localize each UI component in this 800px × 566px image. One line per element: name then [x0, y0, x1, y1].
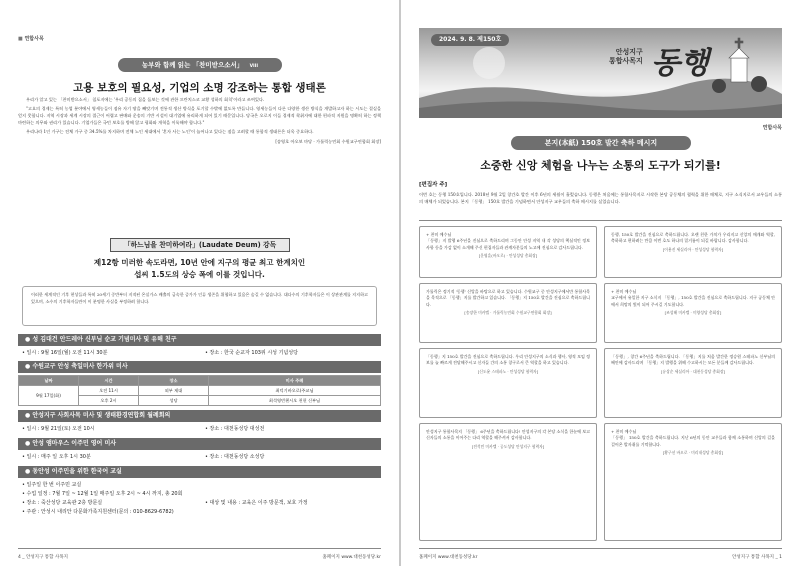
issue-text: 2024. 9. 8. 제150호	[439, 36, 502, 43]
article-body	[18, 96, 381, 145]
section-heading-text: 수원교구 안성 축일미사 한가위 미사	[32, 363, 128, 370]
masthead-small-2: 통합사목지	[609, 57, 643, 65]
masthead-logo: 동행	[651, 46, 709, 81]
table-header: 장소	[139, 376, 209, 386]
message-signature: [유상순 세실리아 · 대천동성당 총회장]	[660, 368, 725, 374]
message-text: + 찬미 예수님 교구에서 유일한 지구 소식지 「동행」, 150호 발간을 진심으로 축하드립니다. 지구 공동체 안에서 희망의 빛이 되어 주시길 기도합니다.	[611, 289, 775, 307]
message-text: + 찬미 예수님 「동행」 150호 발간을 축하드립니다. 지난 6년의 동안 교우들과 함께 소통하며 신앙의 길을 걸어온 발자취를 기억합니다.	[611, 429, 775, 447]
message-signature: [조성해 미카엘 · 미양성당 총회장]	[664, 310, 722, 316]
section-item: • 장소 : 한국 순교자 103위 시성 기념성당	[205, 350, 298, 356]
section-item: • 대상 및 내용 : 교육은 이주 방문객, 보호 가정	[205, 500, 308, 506]
section-heading-emmaus: ● 안성 앰마우스 이주민 영어 미사	[18, 438, 381, 450]
main-title: 소중한 신앙 체험을 나누는 소통의 도구가 되기를!	[480, 159, 721, 172]
book-subtitle-1: 제12항 미러한 속도라면, 10년 안에 지구의 평균 최고 한계치인	[93, 258, 306, 267]
editor-rule	[419, 220, 782, 221]
table-cell: 성당	[139, 396, 209, 406]
section-heading-text: 동안성 이주민을 위한 한국어 교실	[32, 468, 122, 475]
heading-banner-text: 본지(本紙) 150호 발간 축하 메시지	[544, 139, 658, 147]
byline: [송영호 아오보 마당 · 가톨릭농민회 수원교구연합회 회장]	[275, 139, 381, 144]
message-text: 「동행」지 150호 발간을 진심으로 축하드립니다. 우리 안성지구의 소식과 행사, 영적 모임 정보를 늘 빠르게 전달해주시고 신자들 간의 소통 창구로서 큰 역할을 하고 있습니다.	[426, 354, 590, 366]
book-subtitle-2: 섭씨 1.5도의 상승 폭에 이를 것입니다.	[134, 270, 265, 279]
heading-banner	[511, 136, 691, 150]
masthead	[419, 28, 782, 118]
section-heading-text: 성 김대건 안드레아 신부님 순교 기념미사 및 유해 친구	[32, 336, 177, 343]
left-page	[0, 0, 399, 566]
table-header: 시간	[79, 376, 139, 386]
footer-page: 안성지구 통합 사목지 _ 1	[732, 555, 782, 560]
table-row	[19, 386, 381, 396]
section-item: • 수업 일정 : 7월 7일 ~ 12월 1일 매주일 오후 2시 ~ 4시 까지, 총 20회	[22, 491, 183, 497]
footer-page: 4 _ 안성지구 통합 사목지	[18, 555, 68, 560]
mass-table	[18, 375, 381, 406]
section-item: • 일주일 한 번 이주민 교실	[22, 482, 82, 488]
footer-rule	[419, 548, 782, 549]
section-tag: ■ 연합사목	[18, 35, 44, 42]
table-cell: 최석영빈첸시오 천헌 신부님	[209, 396, 381, 406]
section-item: • 장소 : 대천동성당 소성당	[205, 454, 265, 460]
section-item: • 장소 : 죽산성당 교육관 2층 방문실	[22, 500, 103, 506]
message-signature: [황구선 바오로 · 미리내성당 총회장]	[662, 450, 724, 456]
main-title: 고용 보호의 필요성, 기업의 소명 강조하는 통합 생태론	[73, 82, 326, 94]
masthead-small-1: 안성지구	[615, 48, 643, 56]
editor-note	[419, 180, 782, 205]
message-signature: [송장한 미카엘 · 가톨릭농민회 수원교구연합회 회장]	[464, 310, 552, 316]
section-heading-text: 안성 앰마우스 이주민 영어 미사	[32, 440, 117, 447]
body-paragraph: 우리가 알고 있는 「찬미받으소서」 칠포지에는 '우리 공동의 집을 돌보는 것에 관한 프란치스코 교황 성하의 회칙'이라고 쓰여있다.	[26, 97, 265, 102]
section-item: • 장소 : 대천동성당 대성전	[205, 426, 265, 432]
section-item: • 주관 : 안성시 내리안 다문화가족지원센터(문의 : 010-8629-6782)	[22, 509, 174, 515]
table-header: 미사 주례	[209, 376, 381, 386]
footer-rule	[18, 548, 381, 549]
book-heading: 「하느님을 찬미하여라」(Laudate Deum) 강독	[123, 241, 277, 249]
book-heading-banner	[110, 238, 290, 252]
section-tag: 연합사목	[762, 125, 782, 131]
message-box	[604, 226, 782, 278]
message-box	[604, 348, 782, 418]
section-heading-social: ● 안성지구 사회사목 미사 및 생태환경연합회 월례회의	[18, 410, 381, 422]
section-heading-korean-class: ● 동안성 이주민을 위한 한국어 교실	[18, 466, 381, 478]
message-box	[419, 226, 597, 278]
footer-url: 홈페이지 www.대천동성당.kr	[322, 555, 381, 560]
section-heading-martyr: ● 성 김대건 안드레아 신부님 순교 기념미사 및 유해 친구	[18, 334, 381, 346]
message-text: + 찬미 예수님 「동행」지 발행 6주년을 진심으로 축하드리며 그동안 안성 지역 내 각 성당의 핵심적인 정보 사항 등을 가감 없이 소개해 주신 편집자들과 관계자분들의 노고에 진심으로 감사드립니다.	[426, 232, 590, 250]
book-body: 이러한 세계적인 기후 현상들과 특히 20세기 중반부터 지적된 온실가스 배출의 급속한 증가가 인류 생존을 위협하고 있음은 숨길 수 없습니다. 대다수의 기후학자들은 이 상관관계를 지지하고 있으며, 소수의 기후학자들만이 이 분명한 사실을 부정하려 합니다.	[31, 292, 368, 304]
series-heading: 농부와 함께 읽는 「찬미받으소서」	[141, 61, 244, 69]
message-signature: [전석민 미카엘 · 공도성당 안성지구 협력자]	[471, 443, 545, 449]
series-banner	[118, 58, 282, 72]
series-number: VIII	[249, 64, 259, 69]
message-signature: [신도윤 스테파노 · 안성성당 협력자]	[477, 368, 539, 374]
section-heading-text: 안성지구 사회사목 미사 및 생태환경연합회 월례회의	[32, 412, 171, 419]
table-header: 날짜	[19, 376, 79, 386]
editor-label: [편집자 주]	[419, 182, 448, 188]
masthead-small	[609, 48, 643, 66]
table-cell: 9월 17일(화)	[19, 386, 79, 406]
section-item: • 일시 : 9월 16일(월) 오전 11시 30분	[22, 350, 108, 356]
message-box	[604, 283, 782, 343]
message-text: 동행, 150호 발간을 진심으로 축하드립니다. 오랜 친한 가치가 우리지고 신앙의 매개와 역할, 축하하고 편하려는 만큼 이번 호도 하나의 밑거름이 되길 바랍니다. 감사합니다.	[611, 232, 775, 244]
section-item: • 일시 : 매주 일 오후 1시 30분	[22, 454, 91, 460]
message-signature: [운영훈(바오로) · 안성성당 총회장]	[478, 253, 538, 259]
message-box	[604, 423, 782, 541]
table-cell: 최덕기바오로(주교님	[209, 386, 381, 396]
footer-url: 홈페이지 www.대천동성당.kr	[419, 555, 478, 560]
message-text: 「동행」, 창간 6주년을 축하드립니다. 「동행」지를 처음 발간한 정승원 스테파노 신부님의 혜안에 감사드리며 「동행」지 발행을 위해 수고하시는 모든 분들께 감사드립니다.	[611, 354, 775, 366]
section-heading-chuseok: ● 수원교구 안성 축일미사 한가위 미사	[18, 361, 381, 373]
body-paragraph: 우리나라 1인 가구는 전체 가구 중 34.5%를 차지하며 전체 노인 세대에서 '혼자 사는 노인'이 늘어나고 있다는 점을 고려할 때 통합적 생태론은 더욱 중요하다.	[26, 129, 314, 134]
right-page	[401, 0, 800, 566]
section-item: • 일시 : 9월 21일(토) 오전 10시	[22, 426, 95, 432]
book-quote-box	[22, 286, 377, 326]
message-text: 안성지구 통합사목지 「동행」 6주년을 축하드립니다! 안성지구의 각 본당 소식을 한눈에 보고 신자들의 소통을 이어주는 다리 역할을 해주셔서 감사합니다.	[426, 429, 590, 441]
message-text: 가톨릭은 정기적 '동행' 신앙을 바탕으로 하고 있습니다. 수원교구 중 안성지구에서만 통합사목을 목적으로 「동행」지를 발간하고 있습니다. 「동행」지 150호 발간을 진심으로 축하드립니다.	[426, 289, 590, 307]
table-cell: 오후 2시	[79, 396, 139, 406]
message-box	[419, 348, 597, 418]
message-signature: [이용진 세실리아 · 안성성당 협력자]	[662, 246, 724, 252]
editor-note-text: 이번 호는 동행 150호입니다. 2018년 9월 2일 창간호 발간 이후 6년의 세월이 흘렀습니다. 동행은 처음에는 통합사목지로 시작한 본당 공동체의 협력을 위한 매체로, 지구 소식지로서 교우들의 소통의 매체가 되었습니다. 본지 「동행」 150호 발간을 기념하면서 안성지구 교우들의 축하 메시지를 실었습니다.	[419, 192, 782, 204]
message-box	[419, 423, 597, 541]
message-box	[419, 283, 597, 343]
table-cell: 외부 제대	[139, 386, 209, 396]
issue-badge	[431, 34, 509, 46]
body-paragraph: "고요의 경제는 특히 농업 분야에서 영세농들이 점유 자기 땅을 빼앗기며 전통적 생산 방식을 포기할 수밖에 없도록 만듭니다. 영세농들이 다른 다양한 생산 방식을 개발하고자 하는 시도는 결실을 얻지 못합니다. 지역 시장과 세계 시장의 접근이 어렵고 판매와 운송의 기반 시설이 대기업에 유리하게 되어 있기 때문입니다. 당국은 오로지 이들 경제적 착취자에 대한 편파적 지원을 명확히 하는 정책 마련하는 의무와 권리가 있습니다. 기업가들은 국민 보호를 방해 않고 평화와 개혁을 이룩해야 합니다."	[18, 106, 381, 125]
table-cell: 오전 11시	[79, 386, 139, 396]
